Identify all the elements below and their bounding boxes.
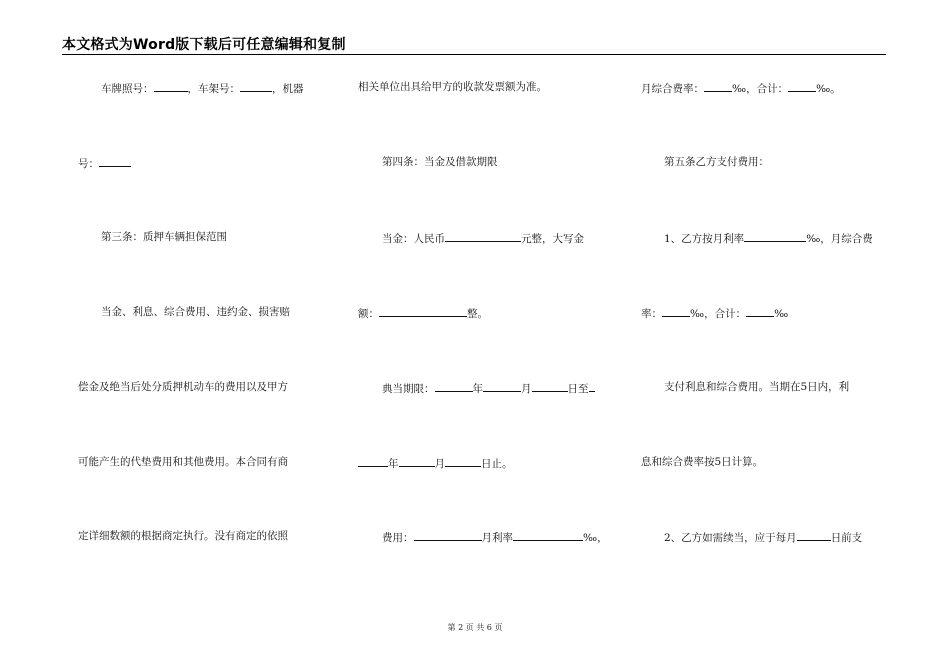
blank-field — [240, 80, 272, 92]
line-text: 额： — [358, 308, 379, 320]
header-rule — [62, 54, 886, 55]
blank-field — [483, 380, 521, 392]
text-line: 可能产生的代垫费用和其他费用。本合同有商 — [78, 456, 288, 468]
blank-field — [797, 529, 831, 541]
blank-field — [445, 455, 481, 467]
text-line — [664, 230, 873, 246]
blank-field — [445, 230, 521, 242]
blank-field — [435, 380, 473, 392]
text-line: 当金、利息、综合费用、违约金、损害赔 — [101, 306, 290, 318]
line-text: ，车架号： — [187, 83, 240, 95]
line-text: 1、乙方按月利率 — [664, 233, 745, 245]
line-text: 月综合费率： — [641, 83, 704, 95]
text-line — [358, 305, 488, 321]
text-line — [664, 529, 862, 545]
line-text: ‰，合计： — [732, 83, 789, 95]
blank-field — [662, 305, 690, 317]
line-text: 元整，大写金 — [521, 233, 584, 245]
line-text: 费用： — [382, 532, 414, 544]
line-text: 月 — [521, 383, 532, 395]
line-text: ‰，月综合费 — [806, 233, 873, 245]
line-text: 整。 — [467, 308, 488, 320]
line-text: 年 — [472, 383, 483, 395]
text-line: 偿金及绝当后处分质押机动车的费用以及甲方 — [78, 381, 288, 393]
line-text: ‰， — [583, 532, 608, 544]
line-text: 月 — [434, 458, 445, 470]
text-line — [101, 80, 304, 96]
line-text: 车牌照号： — [101, 83, 154, 95]
text-line: 第四条：当金及借款期限 — [382, 156, 498, 168]
blank-field — [532, 380, 568, 392]
text-line — [78, 155, 131, 171]
line-text: 年 — [388, 458, 399, 470]
line-text: 典当期限： — [382, 383, 435, 395]
blank-field — [154, 80, 188, 92]
blank-field — [589, 380, 595, 392]
blank-field — [358, 455, 388, 467]
line-text: 当金：人民币 — [382, 233, 445, 245]
line-text: 月利率 — [481, 532, 513, 544]
blank-field — [788, 80, 816, 92]
text-line: 息和综合费率按5日计算。 — [641, 456, 764, 468]
text-line — [358, 455, 513, 471]
line-text: ‰ — [774, 308, 789, 320]
line-text: 率： — [641, 308, 662, 320]
text-line — [382, 380, 595, 396]
text-line: 定详细数额的根据商定执行。没有商定的依照 — [78, 530, 288, 542]
line-text: 日前支 — [830, 532, 863, 544]
text-line — [382, 230, 584, 246]
line-text: ‰，合计： — [690, 308, 747, 320]
blank-field — [704, 80, 732, 92]
text-line — [641, 80, 841, 96]
text-line — [382, 529, 608, 545]
line-text: ‰。 — [816, 83, 841, 95]
line-text: 号： — [78, 158, 99, 170]
text-line: 第三条：质押车辆担保范围 — [101, 231, 227, 243]
text-line — [641, 305, 788, 321]
blank-field — [414, 529, 482, 541]
text-line: 支付利息和综合费用。当期在5日内，利 — [664, 381, 850, 393]
blank-field — [399, 455, 435, 467]
line-text: 日止。 — [481, 458, 513, 470]
line-text: 2、乙方如需续当，应于每月 — [664, 532, 797, 544]
blank-field — [744, 230, 806, 242]
blank-field — [746, 305, 774, 317]
blank-field — [99, 155, 131, 167]
line-text: 日至 — [567, 383, 589, 395]
line-text: ，机器 — [272, 83, 304, 95]
blank-field — [513, 529, 583, 541]
document-header-title: 本文格式为Word版下载后可任意编辑和复制 — [62, 37, 346, 53]
blank-field — [379, 305, 467, 317]
text-line: 第五条乙方支付费用： — [664, 156, 769, 168]
page-number-footer: 第 2 页 共 6 页 — [447, 623, 503, 632]
text-line: 相关单位出具给甲方的收款发票额为准。 — [358, 81, 547, 93]
